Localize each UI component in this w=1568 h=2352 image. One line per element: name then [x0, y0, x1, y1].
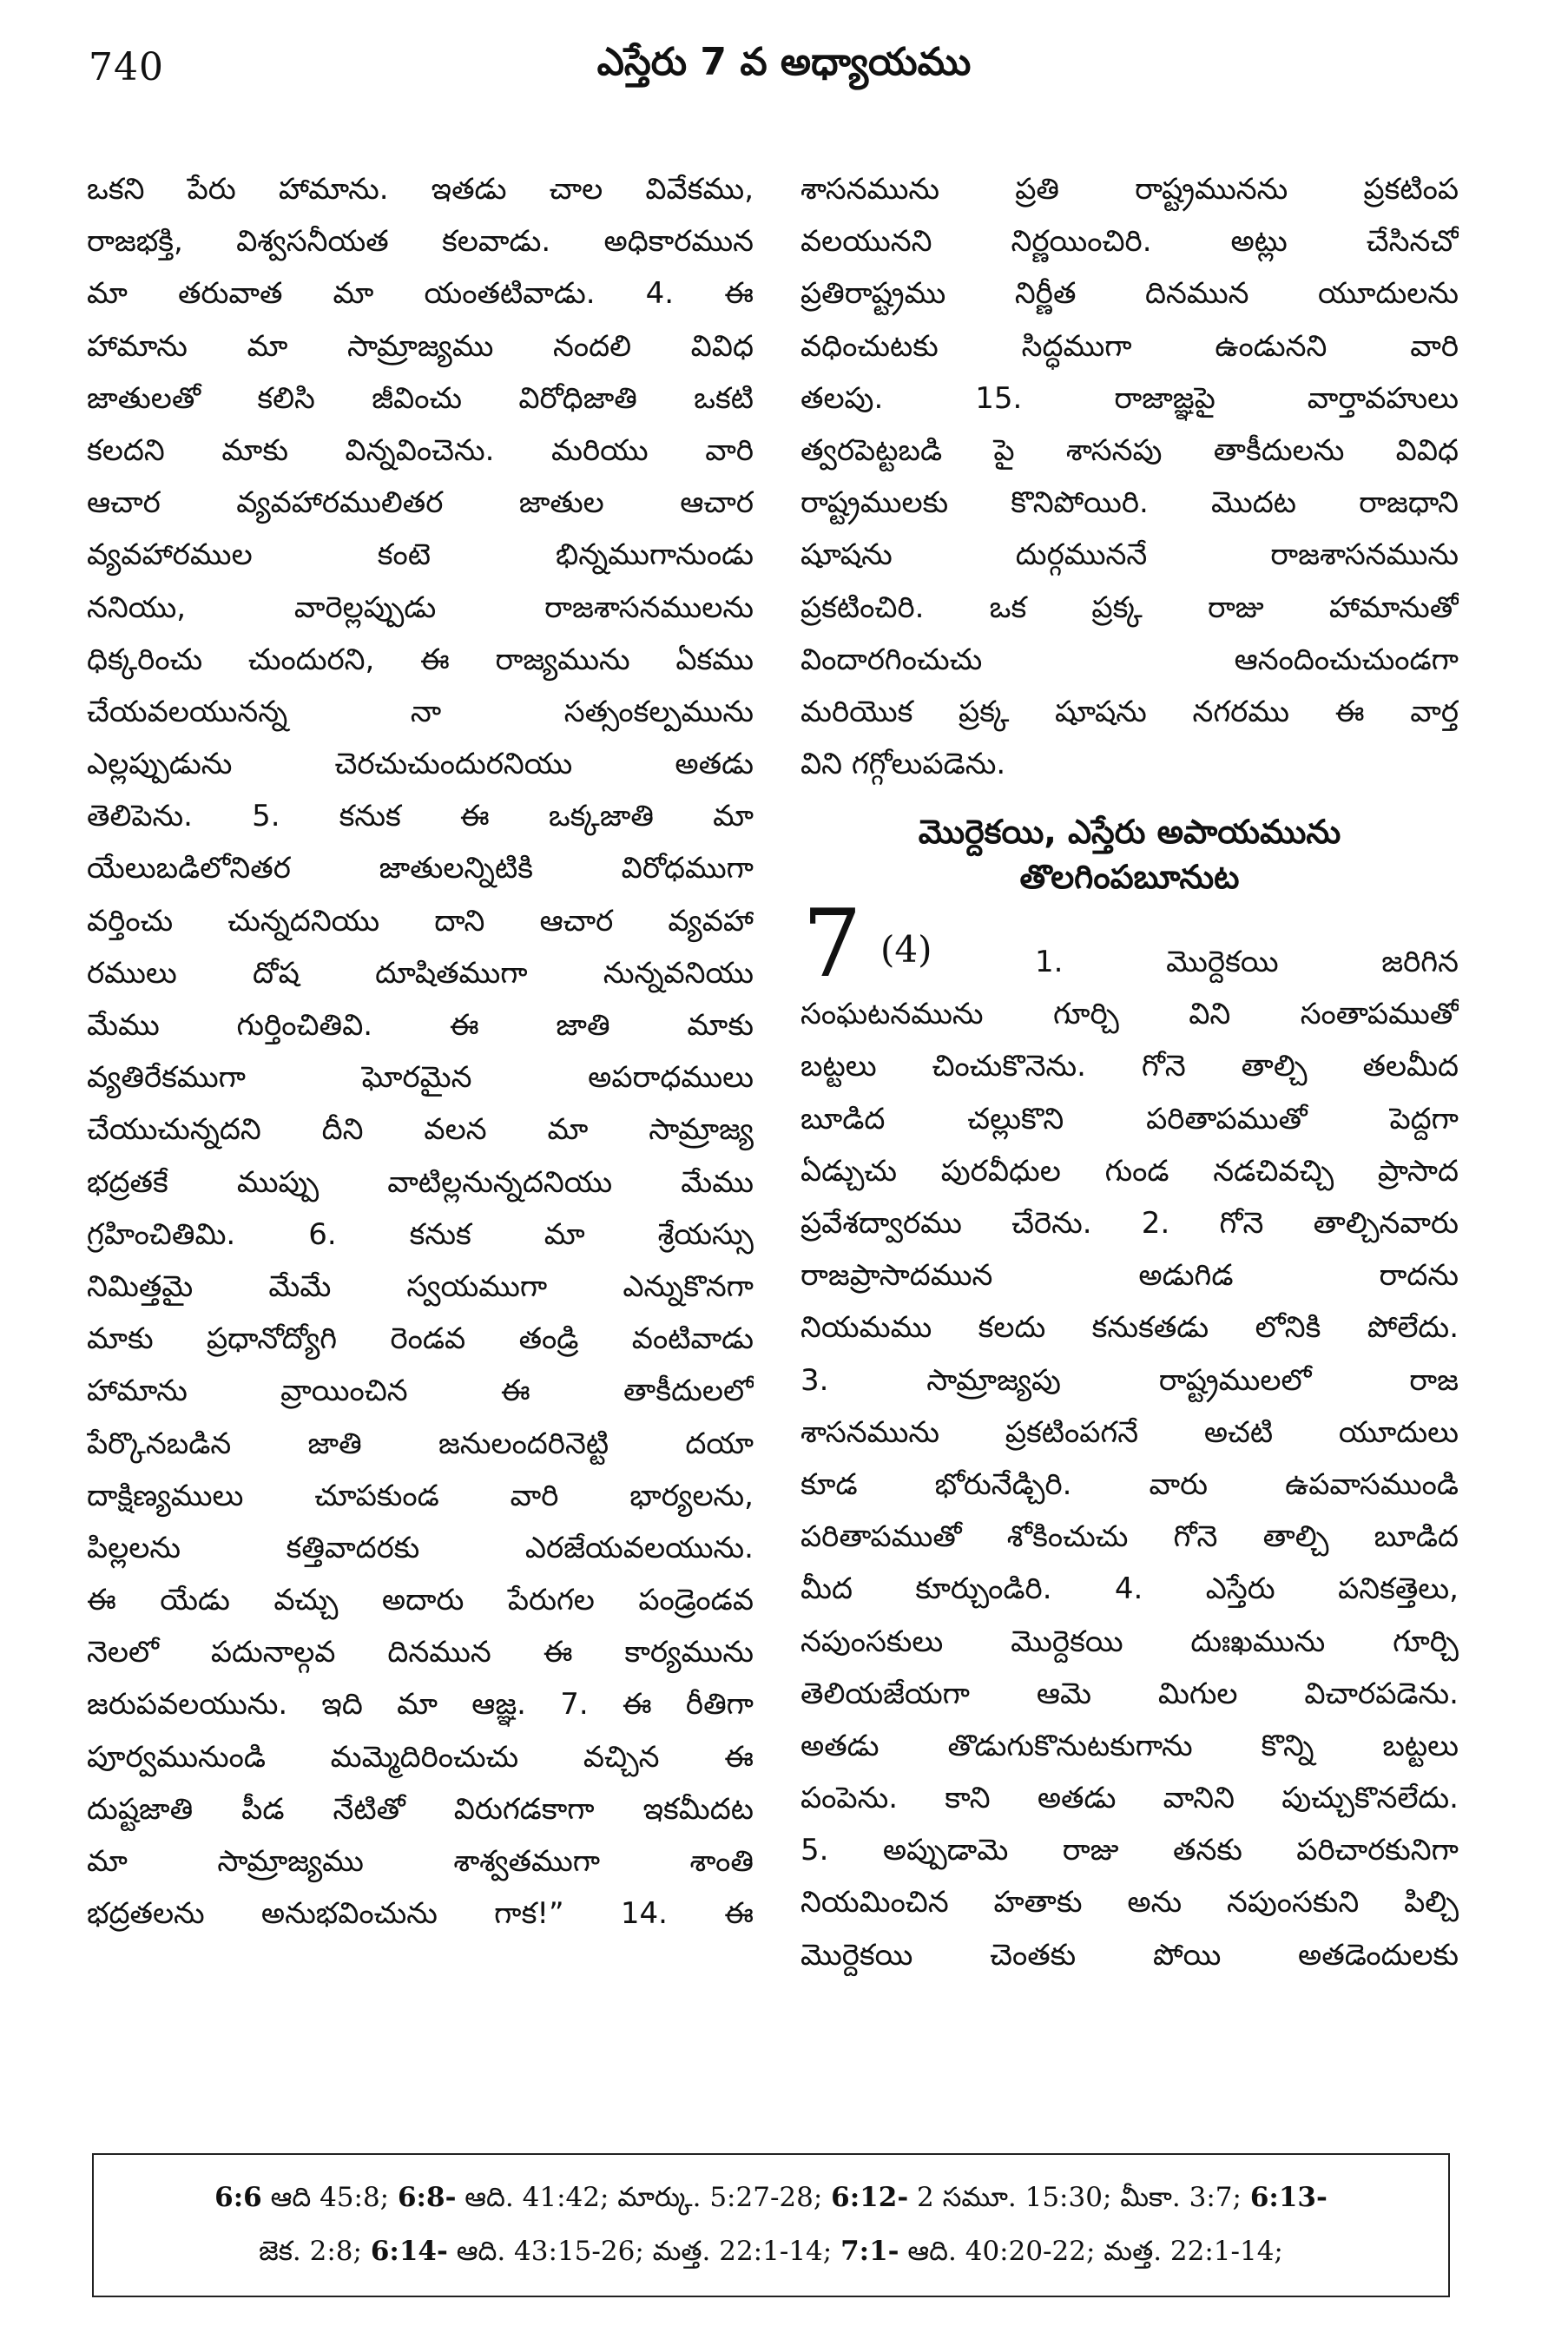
- text-line: ఒకని పేరు హామాను. ఇతడు చాల వివేకము,: [87, 172, 754, 207]
- text-line: మాకు ప్రధానోద్యోగి రెండవ తండ్రి వంటివాడు: [87, 1321, 754, 1357]
- right-column-text-before: [800, 163, 1459, 790]
- text-line: నపుంసకులు మొర్దెకయి దుఃఖమును గూర్చి: [800, 1624, 1459, 1659]
- cross-reference-key: 6:6: [214, 2182, 262, 2213]
- text-line: నెలలో పదునాల్గవ దినమున ఈ కార్యమును: [87, 1635, 754, 1670]
- text-line: పంపెను. కాని అతడు వానిని పుచ్చుకొనలేదు.: [800, 1781, 1459, 1816]
- cross-reference-text: ఆది. 41:42; మార్కు. 5:27-28;: [456, 2182, 832, 2213]
- chapter-reference: (4): [880, 928, 932, 972]
- cross-reference-key: 6:8-: [397, 2182, 457, 2213]
- text-line: ననియు, వారెల్లప్పుడు రాజశాసనములను: [87, 590, 754, 625]
- text-line: రాష్ట్రములకు కొనిపోయిరి. మొదట రాజధాని: [800, 485, 1459, 521]
- right-column-text-after: [800, 988, 1459, 1981]
- text-line: జరుపవలయును. ఇది మా ఆజ్ఞ. 7. ఈ రీతిగా: [87, 1687, 754, 1723]
- text-line: వ్యతిరేకముగా ఘోరమైన అపరాధములు: [87, 1060, 754, 1096]
- text-line: హామాను మా సామ్రాజ్యము నందలి వివిధ: [87, 328, 754, 364]
- cross-reference-line: [94, 2171, 1448, 2224]
- text-line: వర్తించు చున్నదనియు దాని ఆచార వ్యవహా: [87, 903, 754, 939]
- text-line: బూడిద చల్లుకొని పరితాపముతో పెద్దగా: [800, 1101, 1459, 1136]
- text-line: మా సామ్రాజ్యము శాశ్వతముగా శాంతి: [87, 1844, 754, 1879]
- cross-reference-text: ఆది. 43:15-26; మత్త. 22:1-14;: [447, 2236, 841, 2267]
- text-line: ప్రకటించిరి. ఒక ప్రక్క రాజు హామానుతో: [800, 590, 1459, 625]
- text-line: ధిక్కరించు చుందురని, ఈ రాజ్యమును ఏకము: [87, 642, 754, 677]
- text-line: జాతులతో కలిసి జీవించు విరోధిజాతి ఒకటి: [87, 380, 754, 416]
- text-line: వధించుటకు సిద్ధముగా ఉండునని వారి: [800, 328, 1459, 364]
- text-line: మొర్దెకయి చెంతకు పోయి అతడెందులకు: [800, 1937, 1459, 1973]
- text-line: ఆచార వ్యవహారములితర జాతుల ఆచార: [87, 485, 754, 521]
- cross-reference-text: ఆది. 40:20-22; మత్త. 22:1-14;: [899, 2236, 1283, 2267]
- chapter-number: 7: [802, 890, 862, 999]
- text-line: దుష్టజాతి పీడ నేటితో విరుగడకాగా ఇకమీదట: [87, 1791, 754, 1827]
- section-heading-line1: మొర్దెకయి, ఎస్తేరు అపాయమును: [918, 813, 1341, 852]
- text-line: శాసనమును ప్రకటింపగనే అచటి యూదులు: [800, 1414, 1459, 1450]
- text-line: హామాను వ్రాయించిన ఈ తాకీదులలో: [87, 1374, 754, 1409]
- text-line: వ్యవహారముల కంటె భిన్నముగానుండు: [87, 537, 754, 573]
- text-line: ప్రతిరాష్ట్రము నిర్ణీత దినమున యూదులను: [800, 276, 1459, 312]
- running-title: ఎస్తేరు 7 వ అధ్యాయము: [596, 40, 972, 84]
- text-line: కూడ భోరునేడ్చిరి. వారు ఉపవాసముండి: [800, 1466, 1459, 1502]
- section-heading-line2: తొలగింపబూనుట: [1019, 858, 1240, 897]
- text-line: దాక్షిణ్యములు చూపకుండ వారి భార్యలను,: [87, 1478, 754, 1513]
- text-line: విని గగ్గోలుపడెను.: [800, 747, 1006, 782]
- chapter-first-line: 1. మొర్దెకయి జరిగిన: [1035, 945, 1459, 980]
- text-line: బట్టలు చించుకొనెను. గోనె తాల్చి తలమీద: [800, 1049, 1459, 1084]
- cross-reference-text: జెక. 2:8;: [259, 2236, 371, 2267]
- text-line: చేయవలయునన్న నా సత్సంకల్పమును: [87, 694, 754, 729]
- cross-reference-text: ఆది 45:8;: [261, 2182, 398, 2213]
- text-line: 3. సామ్రాజ్యపు రాష్ట్రములలో రాజ: [800, 1362, 1459, 1398]
- text-line: ప్రవేశద్వారము చేరెను. 2. గోనె తాల్చినవారు: [800, 1206, 1459, 1241]
- cross-reference-line: [94, 2224, 1448, 2278]
- text-line: యేలుబడిలోనితర జాతులన్నిటికి విరోధముగా: [87, 851, 754, 886]
- cross-reference-text: 2 సమూ. 15:30; మీకా. 3:7;: [908, 2182, 1250, 2213]
- text-line: తెలియజేయగా ఆమె మిగుల విచారపడెను.: [800, 1676, 1459, 1711]
- text-line: ఎల్లప్పుడును చెరచుచుందురనియు అతడు: [87, 747, 754, 782]
- text-line: మీద కూర్చుండిరి. 4. ఎస్తేరు పనికత్తెలు,: [800, 1571, 1459, 1607]
- text-line: 5. అప్పుడామె రాజు తనకు పరిచారకునిగా: [800, 1833, 1459, 1868]
- cross-reference-box: [92, 2153, 1450, 2297]
- text-line: నియమించిన హతాకు అను నపుంసకుని పిల్చి: [800, 1885, 1459, 1920]
- text-line: భద్రతలను అనుభవించును గాక!” 14. ఈ: [87, 1896, 754, 1932]
- text-line: ఏడ్చుచు పురవీధుల గుండ నడచివచ్చి ప్రాసాద: [800, 1153, 1459, 1189]
- text-line: నియమము కలదు కనుకతడు లోనికి పోలేదు.: [800, 1310, 1459, 1346]
- text-line: గ్రహించితిమి. 6. కనుక మా శ్రేయస్సు: [87, 1216, 754, 1252]
- text-line: రాజభక్తి, విశ్వసనీయత కలవాడు. అధికారమున: [87, 224, 754, 260]
- text-line: కలదని మాకు విన్నవించెను. మరియు వారి: [87, 432, 754, 468]
- text-line: షూషను దుర్గముననే రాజశాసనమును: [800, 537, 1459, 573]
- text-line: తెలిపెను. 5. కనుక ఈ ఒక్కజాతి మా: [87, 799, 754, 834]
- text-line: పరితాపముతో శోకించుచు గోనె తాల్చి బూడిద: [800, 1519, 1459, 1555]
- text-line: విందారగించుచు ఆనందించుచుండగా: [800, 642, 1459, 677]
- text-line: నిమిత్తమై మేమే స్వయముగా ఎన్నుకొనగా: [87, 1268, 754, 1304]
- text-line: పిల్లలను కత్తివాదరకు ఎరజేయవలయును.: [87, 1530, 754, 1565]
- text-line: మేము గుర్తించితివి. ఈ జాతి మాకు: [87, 1008, 754, 1043]
- chapter-opening: [800, 890, 1459, 999]
- left-column: [87, 163, 754, 1940]
- cross-reference-key: 6:14-: [370, 2236, 448, 2267]
- text-line: తలపు. 15. రాజాజ్ఞపై వార్తావహులు: [800, 380, 1459, 416]
- cross-reference-key: 6:12-: [831, 2182, 909, 2213]
- text-line: పూర్వమునుండి మమ్మెదిరించుచు వచ్చిన ఈ: [87, 1739, 754, 1775]
- text-line: అతడు తొడుగుకొనుటకుగాను కొన్ని బట్టలు: [800, 1728, 1459, 1763]
- text-line: భద్రతకే ముప్పు వాటిల్లనున్నదనియు మేము: [87, 1164, 754, 1200]
- text-line: వలయునని నిర్ణయించిరి. అట్లు చేసినచో: [800, 224, 1459, 260]
- text-line: పేర్కొనబడిన జాతి జనులందరినెట్టి దయా: [87, 1426, 754, 1461]
- cross-reference-key: 7:1-: [840, 2236, 899, 2267]
- text-line: శాసనమును ప్రతి రాష్ట్రమునను ప్రకటింప: [800, 172, 1459, 207]
- section-heading: [800, 809, 1459, 899]
- text-line: ఈ యేడు వచ్చు అదారు పేరుగల పండ్రెండవ: [87, 1583, 754, 1618]
- text-line: మా తరువాత మా యంతటివాడు. 4. ఈ: [87, 276, 754, 312]
- text-line: రాజప్రాసాదమున అడుగిడ రాదను: [800, 1258, 1459, 1294]
- right-column: [800, 163, 1459, 1981]
- text-line: మరియొక ప్రక్క షూషను నగరము ఈ వార్త: [800, 694, 1459, 729]
- text-line: చేయుచున్నదని దీని వలన మా సామ్రాజ్య: [87, 1112, 754, 1148]
- page-number: 740: [89, 45, 164, 89]
- text-line: రములు దోష దూషితముగా నున్నవనియు: [87, 955, 754, 991]
- text-line: త్వరపెట్టబడి పై శాసనపు తాకీదులను వివిధ: [800, 432, 1459, 468]
- text-line: సంఘటనమును గూర్చి విని సంతాపముతో: [800, 997, 1459, 1032]
- cross-reference-key: 6:13-: [1249, 2182, 1328, 2213]
